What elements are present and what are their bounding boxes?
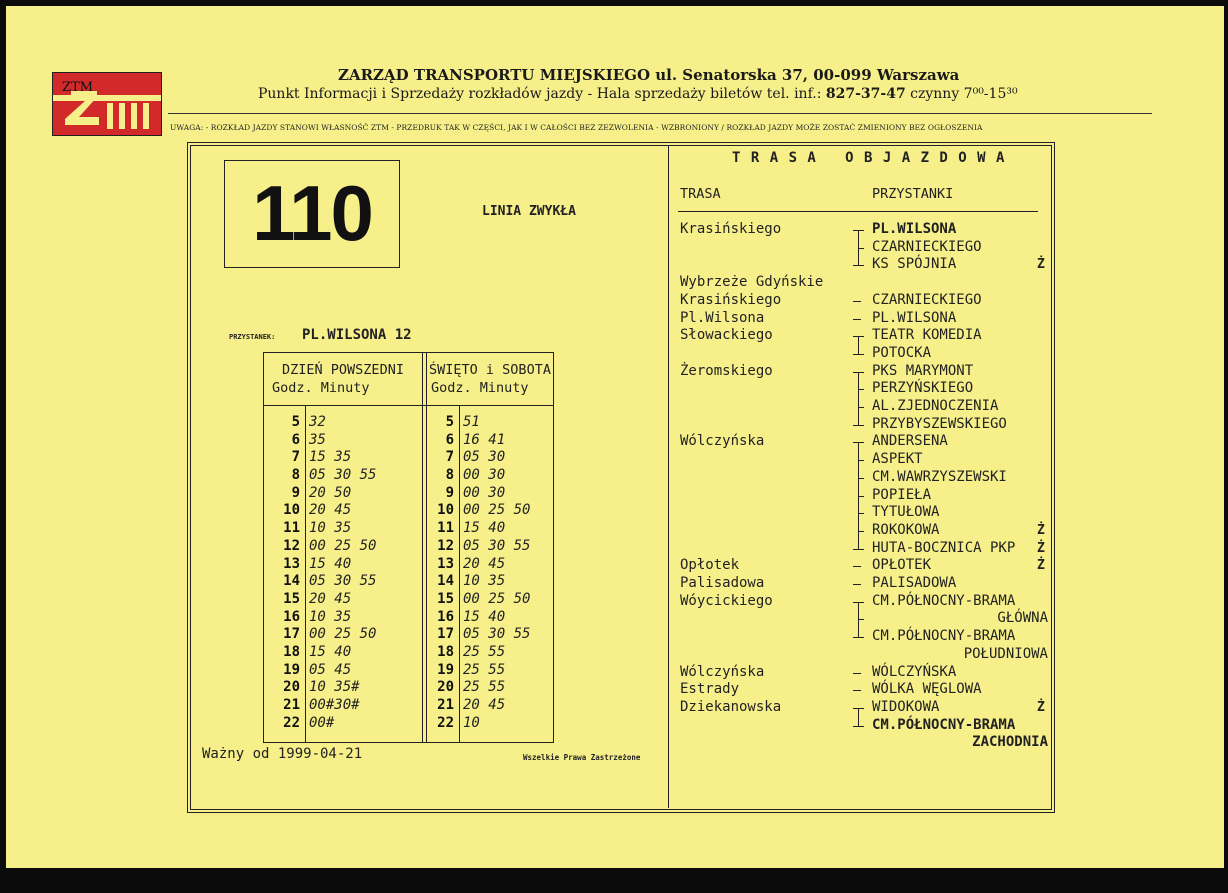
header-info-text: Punkt Informacji i Sprzedaży rozkładów jazdy - Hala sprzedaży biletów tel. inf.:	[258, 86, 822, 102]
stop-connector-tick	[853, 336, 864, 337]
route-stop: CZARNIECKIEGO	[872, 238, 982, 255]
weekday-hour: 9	[291, 484, 300, 501]
departure-row	[264, 502, 553, 520]
stop-connector-tick	[858, 248, 864, 249]
weekday-hour: 10	[283, 502, 300, 519]
route-stop: WÓLCZYŃSKA	[872, 663, 957, 680]
departure-row	[264, 573, 553, 591]
stop-name: PL.WILSONA 12	[302, 327, 412, 343]
stop-connector-tick	[853, 549, 864, 550]
single-stop-dash	[853, 690, 861, 691]
weekday-hour: 11	[283, 520, 300, 537]
departure-row	[264, 679, 553, 697]
departure-row	[264, 414, 553, 432]
route-stop: TEATR KOMEDIA	[872, 327, 982, 344]
holiday-minutes: 10 35	[463, 573, 506, 590]
holiday-minutes: 20 45	[463, 555, 506, 572]
departure-rows	[264, 414, 553, 732]
stop-connector-tick	[858, 478, 864, 479]
holiday-minutes: 10	[463, 714, 480, 731]
route-stop: TYTUŁOWA	[872, 504, 940, 521]
weekday-minutes: 15 40	[309, 643, 352, 660]
holiday-minutes: 25 55	[463, 643, 506, 660]
route-stop: OPŁOTEK	[872, 557, 932, 574]
holiday-hour: 20	[437, 679, 454, 696]
route-stop: PRZYBYSZEWSKIEGO	[872, 415, 1007, 432]
route-stop: POPIEŁA	[872, 486, 932, 503]
holiday-hour: 11	[437, 520, 454, 537]
departure-row	[264, 644, 553, 662]
route-stop: PERZYŃSKIEGO	[872, 380, 974, 397]
holiday-hour: 7	[445, 449, 454, 466]
holiday-hour: 16	[437, 608, 454, 625]
stop-connector-tick	[853, 265, 864, 266]
holiday-subtitle: Godz. Minuty	[431, 380, 529, 396]
holiday-title: ŚWIĘTO i SOBOTA	[429, 362, 551, 378]
route-street: Dziekanowska	[680, 698, 782, 715]
route-stop: WIDOKOWA	[872, 698, 940, 715]
weekday-subtitle: Godz. Minuty	[272, 380, 370, 396]
weekday-minutes: 20 50	[309, 484, 352, 501]
stop-connector-tick	[853, 602, 864, 603]
stops-column-header: PRZYSTANKI	[872, 186, 954, 202]
holiday-minutes: 05 30 55	[463, 626, 531, 643]
header-info	[258, 86, 1018, 102]
stop-connector	[858, 708, 859, 726]
stop-connector-tick	[858, 513, 864, 514]
route-stop: CZARNIECKIEGO	[872, 291, 982, 308]
single-stop-dash	[853, 566, 861, 567]
copyright-warning: UWAGA: - ROZKŁAD JAZDY STANOWI WŁASNOŚĆ ZTM - PRZEDRUK TAK W CZĘŚCI, JAK I W CAŁOŚCI BEZ ZEZWOLENIA - WZBRONIONY / ROZKŁAD JAZDY MOŻE ZOSTAĆ ZMIENIONY BEZ OGŁOSZENIA	[170, 123, 983, 132]
stop-connector-tick	[853, 354, 864, 355]
weekday-minutes: 20 45	[309, 502, 352, 519]
stop-connector-tick	[853, 442, 864, 443]
route-stop: PL.WILSONA	[872, 309, 957, 326]
route-stop: AL.ZJEDNOCZENIA	[872, 398, 999, 414]
route-street: Estrady	[680, 681, 740, 698]
single-stop-dash	[853, 319, 861, 320]
stop-label: PRZYSTANEK:	[229, 333, 276, 341]
holiday-hour: 10	[437, 502, 454, 519]
line-type: LINIA ZWYKŁA	[482, 204, 576, 219]
departure-row	[264, 538, 553, 556]
single-stop-dash	[853, 301, 861, 302]
route-street: Wólczyńska	[680, 433, 765, 450]
route-street: Wóycickiego	[680, 592, 773, 609]
weekday-hour: 22	[283, 714, 300, 731]
departure-row	[264, 485, 553, 503]
holiday-hour: 21	[437, 697, 454, 713]
weekday-minutes: 00#30#	[309, 697, 360, 713]
holiday-minutes: 16 41	[463, 431, 506, 448]
weekday-hour: 8	[291, 467, 300, 484]
holiday-hour: 22	[437, 714, 454, 731]
weekday-hour: 16	[283, 608, 300, 625]
route-street: Słowackiego	[680, 327, 773, 344]
request-stop-marker: Ż	[1037, 558, 1045, 574]
line-number-box	[224, 160, 400, 268]
holiday-hour: 13	[437, 555, 454, 572]
route-stop: POŁUDNIOWA	[963, 645, 1048, 662]
route-stop: HUTA-BOCZNICA PKP	[872, 539, 1016, 556]
stop-connector-tick	[853, 708, 864, 709]
route-stop: KS SPÓJNIA	[872, 256, 957, 273]
holiday-hour: 17	[437, 626, 454, 643]
holiday-minutes: 00 30	[463, 467, 506, 484]
request-stop-marker: Ż	[1037, 257, 1045, 273]
weekday-minutes: 05 30 55	[309, 467, 377, 484]
weekday-minutes: 00 25 50	[309, 626, 377, 643]
route-stop: PKS MARYMONT	[872, 362, 974, 379]
route-stop: ROKOKOWA	[872, 521, 940, 538]
route-street: Pl.Wilsona	[680, 309, 765, 326]
holiday-minutes: 51	[463, 414, 480, 430]
route-stop: ANDERSENA	[872, 433, 948, 450]
holiday-header	[427, 361, 553, 397]
weekday-hour: 12	[283, 537, 300, 554]
holiday-hour: 19	[437, 661, 454, 678]
header-title: ZARZĄD TRANSPORTU MIEJSKIEGO ul. Senatorska 37, 00-099 Warszawa	[338, 66, 960, 84]
weekday-minutes: 15 35	[309, 449, 352, 466]
header-divider	[168, 113, 1152, 114]
stop-connector	[858, 336, 859, 354]
request-stop-marker: Ż	[1037, 699, 1045, 715]
weekday-minutes: 05 30 55	[309, 573, 377, 590]
weekday-minutes: 10 35#	[309, 679, 360, 696]
weekday-title: DZIEŃ POWSZEDNI	[282, 362, 404, 378]
departure-row	[264, 715, 553, 733]
holiday-minutes: 20 45	[463, 697, 506, 713]
route-header-divider	[678, 211, 1038, 212]
weekday-hour: 6	[291, 431, 300, 448]
stop-connector-tick	[858, 389, 864, 390]
route-street: Wólczyńska	[680, 663, 765, 680]
stop-connector-tick	[853, 726, 864, 727]
weekday-hour: 15	[283, 590, 300, 607]
departure-table	[263, 352, 554, 743]
weekday-hour: 7	[291, 449, 300, 466]
route-stop: GŁÓWNA	[997, 610, 1048, 627]
weekday-minutes: 05 45	[309, 661, 352, 678]
holiday-minutes: 05 30 55	[463, 537, 531, 554]
single-stop-dash	[853, 584, 861, 585]
route-street: Opłotek	[680, 557, 740, 574]
stop-connector-tick	[858, 531, 864, 532]
weekday-header	[264, 361, 422, 397]
weekday-minutes: 00 25 50	[309, 537, 377, 554]
weekday-hour: 13	[283, 555, 300, 572]
holiday-minutes: 05 30	[463, 449, 506, 466]
weekday-hour: 20	[283, 679, 300, 696]
ztm-logo	[52, 72, 162, 136]
route-stop: ASPEKT	[872, 451, 923, 468]
line-number: 110	[252, 169, 372, 257]
valid-from: Ważny od 1999-04-21	[202, 746, 363, 762]
route-stop: WÓLKA WĘGLOWA	[872, 681, 982, 698]
stop-connector-tick	[853, 425, 864, 426]
holiday-minutes: 15 40	[463, 520, 506, 537]
route-street: Żeromskiego	[680, 362, 773, 379]
stop-connector-tick	[858, 407, 864, 408]
stop-connector-tick	[858, 460, 864, 461]
departure-row	[264, 609, 553, 627]
holiday-minutes: 00 25 50	[463, 590, 531, 607]
header-hours: czynny 7⁰⁰-15³⁰	[910, 86, 1018, 102]
weekday-hour: 18	[283, 643, 300, 660]
weekday-minutes: 15 40	[309, 555, 352, 572]
single-stop-dash	[853, 673, 861, 674]
departure-row	[264, 520, 553, 538]
departure-row	[264, 697, 553, 715]
weekday-minutes: 10 35	[309, 608, 352, 625]
departure-row	[264, 449, 553, 467]
svg-text:ZTM: ZTM	[62, 80, 94, 95]
weekday-minutes: 20 45	[309, 590, 352, 607]
stop-connector-tick	[853, 372, 864, 373]
header-phone: 827-37-47	[825, 86, 906, 102]
table-header-divider	[264, 405, 553, 406]
holiday-hour: 15	[437, 590, 454, 607]
route-stop: PALISADOWA	[872, 575, 957, 591]
stop-connector-tick	[858, 619, 864, 620]
departure-row	[264, 626, 553, 644]
departure-row	[264, 467, 553, 485]
weekday-hour: 14	[283, 573, 300, 590]
request-stop-marker: Ż	[1037, 522, 1045, 538]
weekday-hour: 5	[291, 414, 300, 430]
holiday-minutes: 00 30	[463, 484, 506, 501]
holiday-hour: 5	[445, 414, 454, 430]
departure-row	[264, 432, 553, 450]
frame-divider	[668, 145, 669, 808]
route-street: Krasińskiego	[680, 291, 782, 308]
weekday-minutes: 00#	[309, 714, 335, 731]
route-column-header: TRASA	[680, 186, 721, 202]
ztm-logo-icon	[53, 73, 161, 135]
holiday-hour: 18	[437, 643, 454, 660]
holiday-hour: 6	[445, 431, 454, 448]
departure-row	[264, 662, 553, 680]
weekday-hour: 17	[283, 626, 300, 643]
weekday-minutes: 35	[309, 431, 326, 448]
route-street: Krasińskiego	[680, 221, 782, 237]
route-street: Wybrzeże Gdyńskie	[680, 274, 824, 291]
weekday-hour: 21	[283, 697, 300, 713]
weekday-minutes: 32	[309, 414, 326, 430]
route-stop: CM.WAWRZYSZEWSKI	[872, 468, 1007, 485]
holiday-minutes: 25 55	[463, 679, 506, 696]
route-stop: CM.PÓŁNOCNY-BRAMA	[872, 716, 1016, 733]
route-street: Palisadowa	[680, 575, 765, 591]
route-stop: PL.WILSONA	[872, 221, 957, 237]
holiday-hour: 9	[445, 484, 454, 501]
departure-row	[264, 556, 553, 574]
route-stop: ZACHODNIA	[972, 734, 1048, 751]
rights-reserved: Wszelkie Prawa Zastrzeżone	[523, 753, 641, 762]
weekday-hour: 19	[283, 661, 300, 678]
detour-route-title: T R A S A O B J A Z D O W A	[732, 150, 1006, 166]
route-stop: CM.PÓŁNOCNY-BRAMA	[872, 592, 1016, 609]
route-stop: CM.PÓŁNOCNY-BRAMA	[872, 628, 1016, 645]
holiday-minutes: 25 55	[463, 661, 506, 678]
holiday-minutes: 00 25 50	[463, 502, 531, 519]
departure-row	[264, 591, 553, 609]
holiday-hour: 12	[437, 537, 454, 554]
stop-connector-tick	[853, 637, 864, 638]
holiday-minutes: 15 40	[463, 608, 506, 625]
stop-connector-tick	[853, 230, 864, 231]
stop-connector-tick	[858, 496, 864, 497]
route-stop: POTOCKA	[872, 344, 932, 361]
holiday-hour: 14	[437, 573, 454, 590]
weekday-minutes: 10 35	[309, 520, 352, 537]
holiday-hour: 8	[445, 467, 454, 484]
stop-connector	[858, 372, 859, 425]
request-stop-marker: Ż	[1037, 540, 1045, 556]
